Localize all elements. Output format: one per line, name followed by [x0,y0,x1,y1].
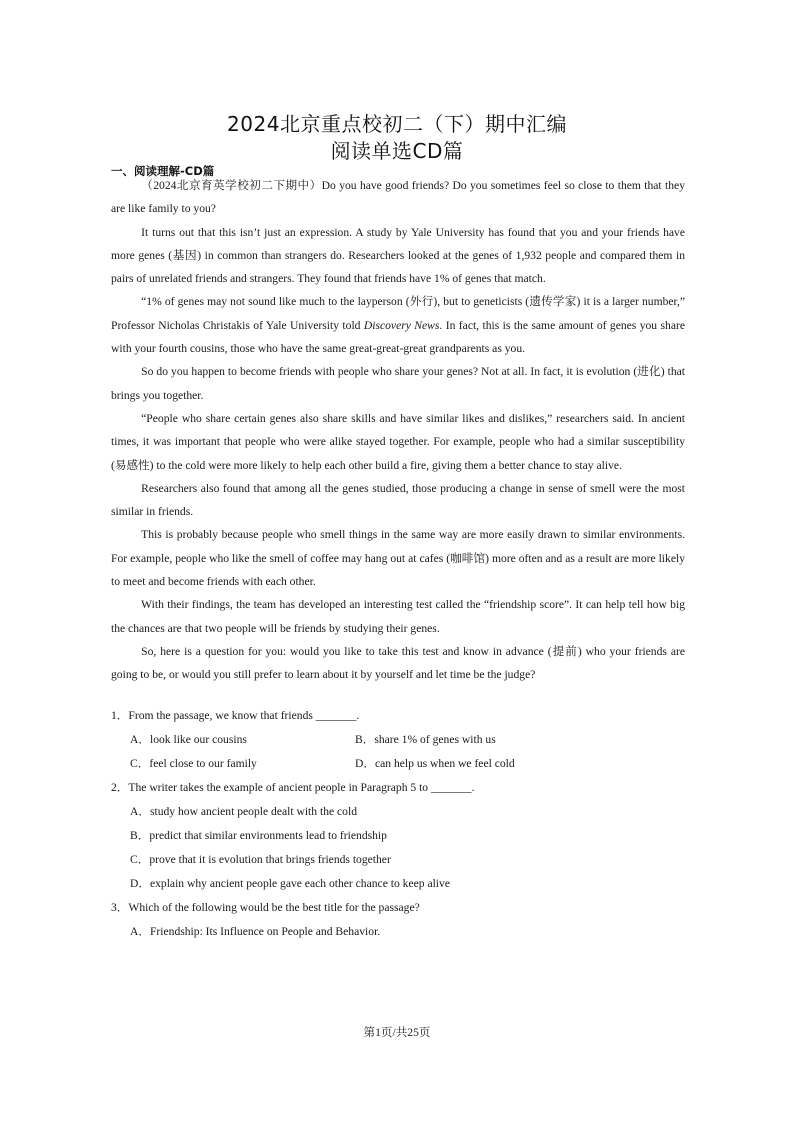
paragraph-4: So do you happen to become friends with people who share your genes? Not at all. In fact, it is evolution (进化) that brings you together. [111,365,685,402]
question-3-option-a: A．Friendship: Its Influence on People and Behavior. [130,925,381,938]
reading-passage [111,174,685,687]
question-2-option-b: B．predict that similar environments lead to friendship [130,829,387,842]
page-number: 第1页/共25页 [363,1026,431,1039]
question-1-options-row-1 [111,728,685,752]
paragraph-3-part-b: . In fact, this is the same amount of genes you share with your fourth cousins, those who have the same great-great-great grandparents as you. [111,318,685,356]
document-subtitle: 阅读单选CD篇 [330,139,464,163]
question-2-option-d: D．explain why ancient people gave each other chance to keep alive [130,877,450,890]
paragraph-9: So, here is a question for you: would you like to take this test and know in advance (提前) who your friends are going to be, or would you still prefer to learn about it by yourself and let time be the judge? [111,644,685,682]
paragraph-2: It turns out that this isn’t just an expression. A study by Yale University has found that you and your friends have more genes (基因) in common than strangers do. Researchers looked at the genes of 1,932 people and compared them in pairs of unrelated friends and strangers. They found that friends have 1% of genes that match. [111,225,685,286]
paragraph-7: This is probably because people who smell things in the same way are more easily drawn to similar environments. For example, people who like the smell of coffee may hang out at cafes (咖啡馆) more often and as a result are more likely to meet and become friends with each other. [111,528,685,589]
question-list [111,704,685,944]
document-title: 2024北京重点校初二（下）期中汇编 [227,112,567,136]
paragraph-3-part-a: “1% of genes may not sound like much to the layperson (外行), but to geneticists (遗传学家) it is a larger number,” Professor Nicholas Christakis of Yale University told [111,295,685,332]
question-1: 1．From the passage, we know that friends _______. [111,709,360,722]
question-1-option-b: B．share 1% of genes with us [355,733,496,746]
source-name: Discovery News [363,318,440,332]
paragraph-1: （2024北京育英学校初二下期中）Do you have good friends? Do you sometimes feel so close to them that they are like family to you? [111,179,685,216]
paragraph-5: “People who share certain genes also share skills and have similar likes and dislikes,” researchers said. In ancient times, it was important that people who were alike stayed together. For example, people who had a similar susceptibility (易感性) to the cold were more likely to help each other build a fire, giving them a better chance to stay alive. [111,411,685,472]
question-3: 3．Which of the following would be the best title for the passage? [111,901,420,914]
question-1-option-a: A．look like our cousins [130,733,247,746]
section-heading: 一、阅读理解-CD篇 [111,164,215,178]
question-1-option-d: D．can help us when we feel cold [355,757,515,770]
paragraph-8: With their findings, the team has developed an interesting test called the “friendship score”. It can help tell how big the chances are that two people will be friends by studying their genes. [111,598,685,635]
question-1-option-c: C．feel close to our family [130,757,257,770]
question-1-options-row-2 [111,752,685,776]
paragraph-3 [111,290,685,360]
question-2-option-a: A．study how ancient people dealt with the cold [130,805,357,818]
question-2-option-c: C．prove that it is evolution that brings friends together [130,853,391,866]
paragraph-6: Researchers also found that among all the genes studied, those producing a change in sense of smell were the most similar in friends. [111,481,685,519]
question-2: 2．The writer takes the example of ancient people in Paragraph 5 to _______. [111,781,475,794]
